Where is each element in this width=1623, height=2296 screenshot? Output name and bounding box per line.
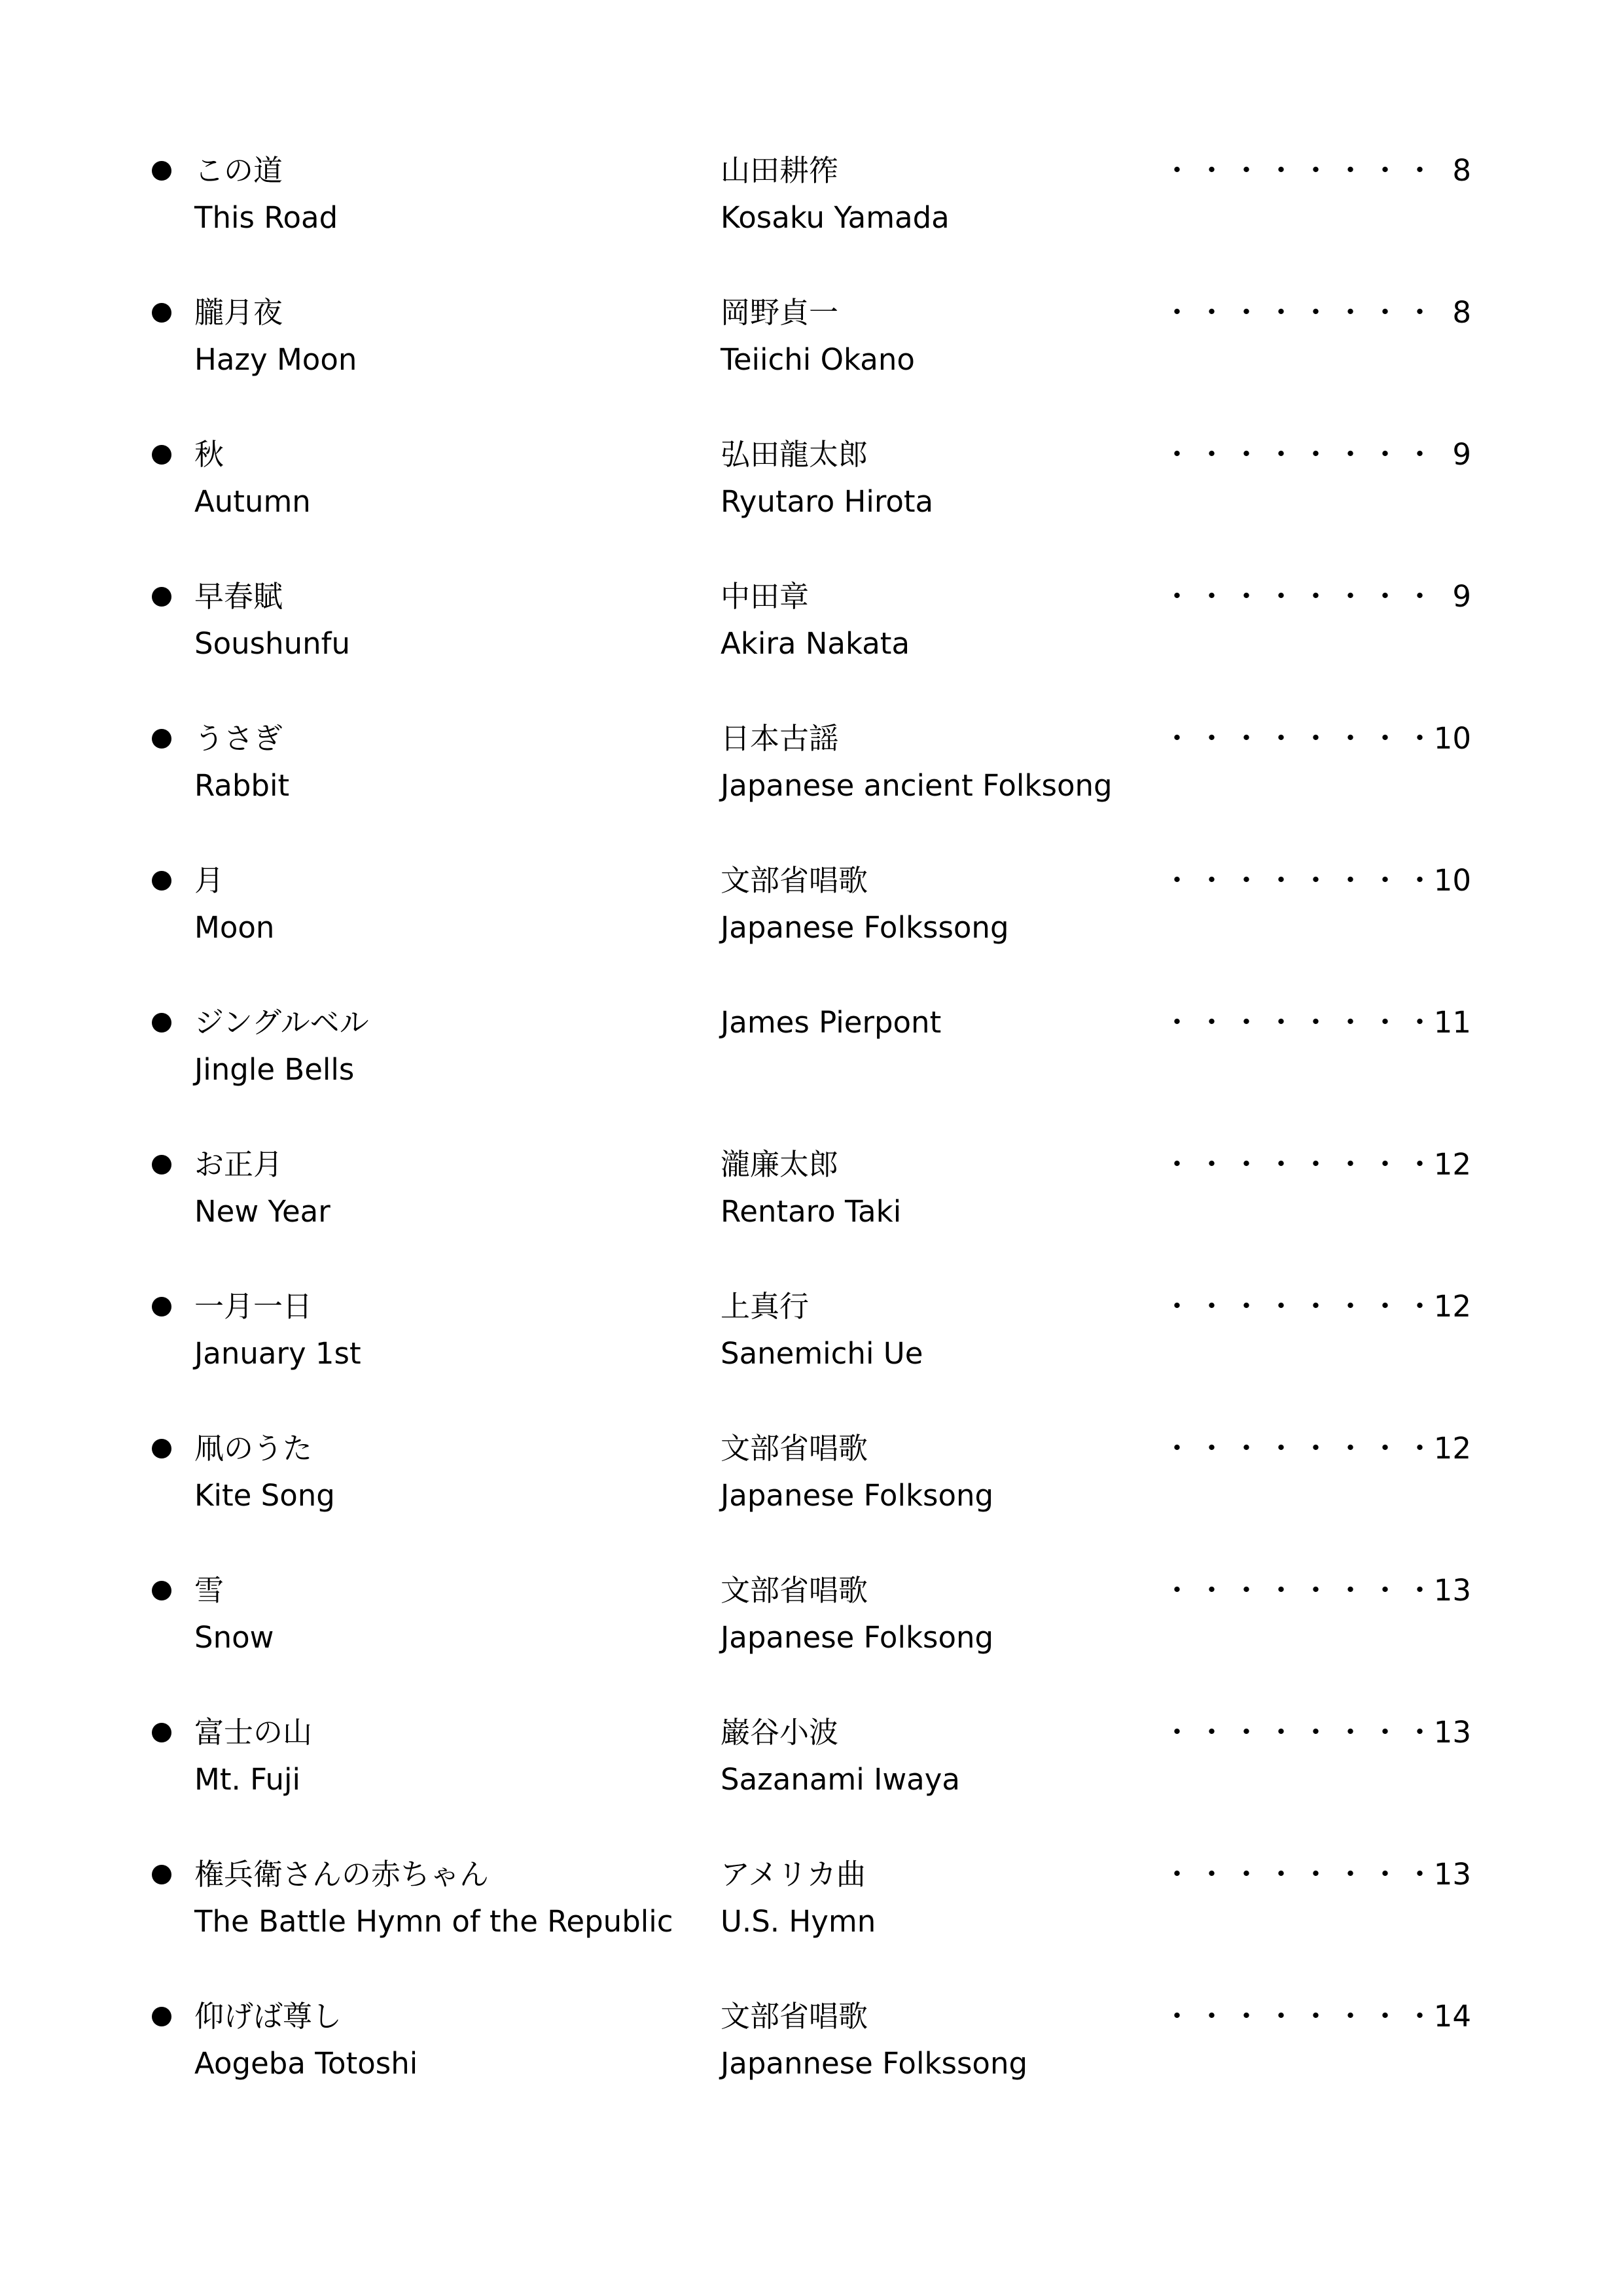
bullet-icon [152,1439,171,1458]
song-title [194,1141,330,1235]
bullet-icon [152,1013,171,1033]
composer-ja: 岡野貞一 [721,295,839,330]
toc-entry [0,1993,1623,2135]
composer [721,573,910,667]
song-title [194,1993,418,2087]
composer [721,715,1113,809]
page-number: 10 [1433,863,1471,898]
composer-en: Kosaku Yamada [721,200,950,235]
page-number: 12 [1433,1289,1471,1324]
composer [721,1425,993,1519]
bullet-icon [152,1723,171,1742]
composer-name: James Pierpont [721,1005,942,1040]
toc-entry [0,431,1623,573]
composer-ja: 文部省唱歌 [721,863,868,898]
page-number: 13 [1433,1573,1471,1608]
page-number: 9 [1452,579,1471,614]
page-number: 8 [1452,153,1471,188]
composer-en: Japanese ancient Folksong [721,768,1113,803]
bullet-icon [152,2007,171,2026]
bullet-icon [152,445,171,465]
page-number: 11 [1433,1005,1471,1040]
page-number: 13 [1433,1715,1471,1750]
composer-ja: 中田章 [721,579,810,614]
composer [721,999,941,1046]
composer [721,1567,993,1661]
bullet-icon [152,1155,171,1174]
page-number: 12 [1433,1431,1471,1466]
composer-en: Japanese Folkssong [721,910,1009,945]
bullet-icon [152,303,171,323]
toc-entry [0,1425,1623,1567]
page-number: 13 [1433,1857,1471,1892]
song-title-ja: 権兵衛さんの赤ちゃん [194,1857,490,1892]
toc-entry [0,1709,1623,1851]
song-title [194,1709,312,1803]
dot-leader: ・・・・・・・・ [1162,153,1440,188]
song-title-ja: 富士の山 [194,1715,313,1750]
song-title-en: Aogeba Totoshi [194,2046,418,2081]
song-title-en: Hazy Moon [194,342,357,377]
dot-leader: ・・・・・・・・ [1162,1431,1440,1466]
composer-en: U.S. Hymn [721,1904,876,1939]
song-title-ja: お正月 [194,1147,283,1182]
dot-leader: ・・・・・・・・ [1162,863,1440,898]
composer-ja: 日本古謡 [721,721,839,756]
song-title-en: Jingle Bells [194,1052,355,1087]
song-title-en: Mt. Fuji [194,1762,301,1797]
composer-ja: 文部省唱歌 [721,1431,868,1466]
composer-en: Teiichi Okano [721,342,915,377]
composer-en: Akira Nakata [721,626,910,661]
bullet-icon [152,1297,171,1316]
bullet-icon [152,729,171,749]
song-title-ja: 月 [194,863,224,898]
song-title-en: New Year [194,1194,330,1229]
page-number: 9 [1452,437,1471,472]
dot-leader: ・・・・・・・・ [1162,1573,1440,1608]
composer [721,289,915,383]
toc-entry [0,857,1623,999]
composer-ja: 弘田龍太郎 [721,437,868,472]
song-title [194,999,369,1093]
song-title-en: Autumn [194,484,311,519]
song-title-en: Snow [194,1620,274,1655]
page-number: 12 [1433,1147,1471,1182]
toc-entry [0,1141,1623,1283]
song-title-ja: 早春賦 [194,579,283,614]
dot-leader: ・・・・・・・・ [1162,1147,1440,1182]
composer-en: Sanemichi Ue [721,1336,923,1371]
toc-entry [0,573,1623,715]
composer [721,147,950,241]
composer-en: Sazanami Iwaya [721,1762,960,1797]
song-title-en: Soushunfu [194,626,350,661]
song-title [194,431,311,525]
composer-en: Japannese Folkssong [721,2046,1028,2081]
song-title-en: January 1st [194,1336,361,1371]
composer-ja: 文部省唱歌 [721,1999,868,2034]
song-title-ja: 朧月夜 [194,295,283,330]
composer-ja: アメリカ曲 [721,1857,866,1892]
bullet-icon [152,587,171,607]
composer-ja: 文部省唱歌 [721,1573,868,1608]
composer [721,1993,1027,2087]
song-title-en: This Road [194,200,338,235]
dot-leader: ・・・・・・・・ [1162,1999,1440,2034]
composer-ja: 巌谷小波 [721,1715,839,1750]
toc-entry [0,289,1623,431]
table-of-contents [0,147,1623,2135]
dot-leader: ・・・・・・・・ [1162,437,1440,472]
composer-ja: 上真行 [721,1289,810,1324]
song-title-en: Kite Song [194,1478,335,1513]
song-title-ja: 一月一日 [194,1289,313,1324]
composer-ja: 瀧廉太郎 [721,1147,839,1182]
composer-en: Japanese Folksong [721,1478,994,1513]
bullet-icon [152,161,171,181]
composer-en: Ryutaro Hirota [721,484,934,519]
song-title [194,1283,361,1377]
song-title [194,573,350,667]
song-title [194,1851,673,1945]
composer-en: Rentaro Taki [721,1194,902,1229]
song-title-ja: ジングルベル [194,1005,369,1040]
composer [721,1283,923,1377]
song-title [194,715,289,809]
composer [721,1709,960,1803]
song-title [194,1567,274,1661]
dot-leader: ・・・・・・・・ [1162,1005,1440,1040]
song-title-ja: 凧のうた [194,1431,313,1466]
composer-ja: 山田耕筰 [721,153,839,188]
song-title-en: Rabbit [194,768,290,803]
song-title-ja: 秋 [194,437,224,472]
song-title-ja: 仰げば尊し [194,1999,342,2034]
song-title-en: Moon [194,910,275,945]
dot-leader: ・・・・・・・・ [1162,1289,1440,1324]
dot-leader: ・・・・・・・・ [1162,579,1440,614]
song-title [194,1425,335,1519]
song-title-ja: この道 [194,153,283,188]
composer-en: Japanese Folksong [721,1620,994,1655]
bullet-icon [152,1581,171,1600]
dot-leader: ・・・・・・・・ [1162,295,1440,330]
toc-entry [0,1851,1623,1993]
song-title-ja: うさぎ [194,721,283,756]
toc-entry [0,1283,1623,1425]
composer [721,431,933,525]
page-number: 14 [1433,1999,1471,2034]
dot-leader: ・・・・・・・・ [1162,1857,1440,1892]
dot-leader: ・・・・・・・・ [1162,721,1440,756]
dot-leader: ・・・・・・・・ [1162,1715,1440,1750]
page-number: 8 [1452,295,1471,330]
song-title-en: The Battle Hymn of the Republic [194,1904,673,1939]
song-title-ja: 雪 [194,1573,224,1608]
toc-entry [0,715,1623,857]
composer [721,857,1009,951]
bullet-icon [152,1865,171,1884]
toc-entry [0,147,1623,289]
song-title [194,289,357,383]
song-title [194,857,274,951]
bullet-icon [152,871,171,891]
page-number: 10 [1433,721,1471,756]
toc-entry [0,999,1623,1141]
song-title [194,147,338,241]
toc-entry [0,1567,1623,1709]
composer [721,1851,876,1945]
composer [721,1141,901,1235]
